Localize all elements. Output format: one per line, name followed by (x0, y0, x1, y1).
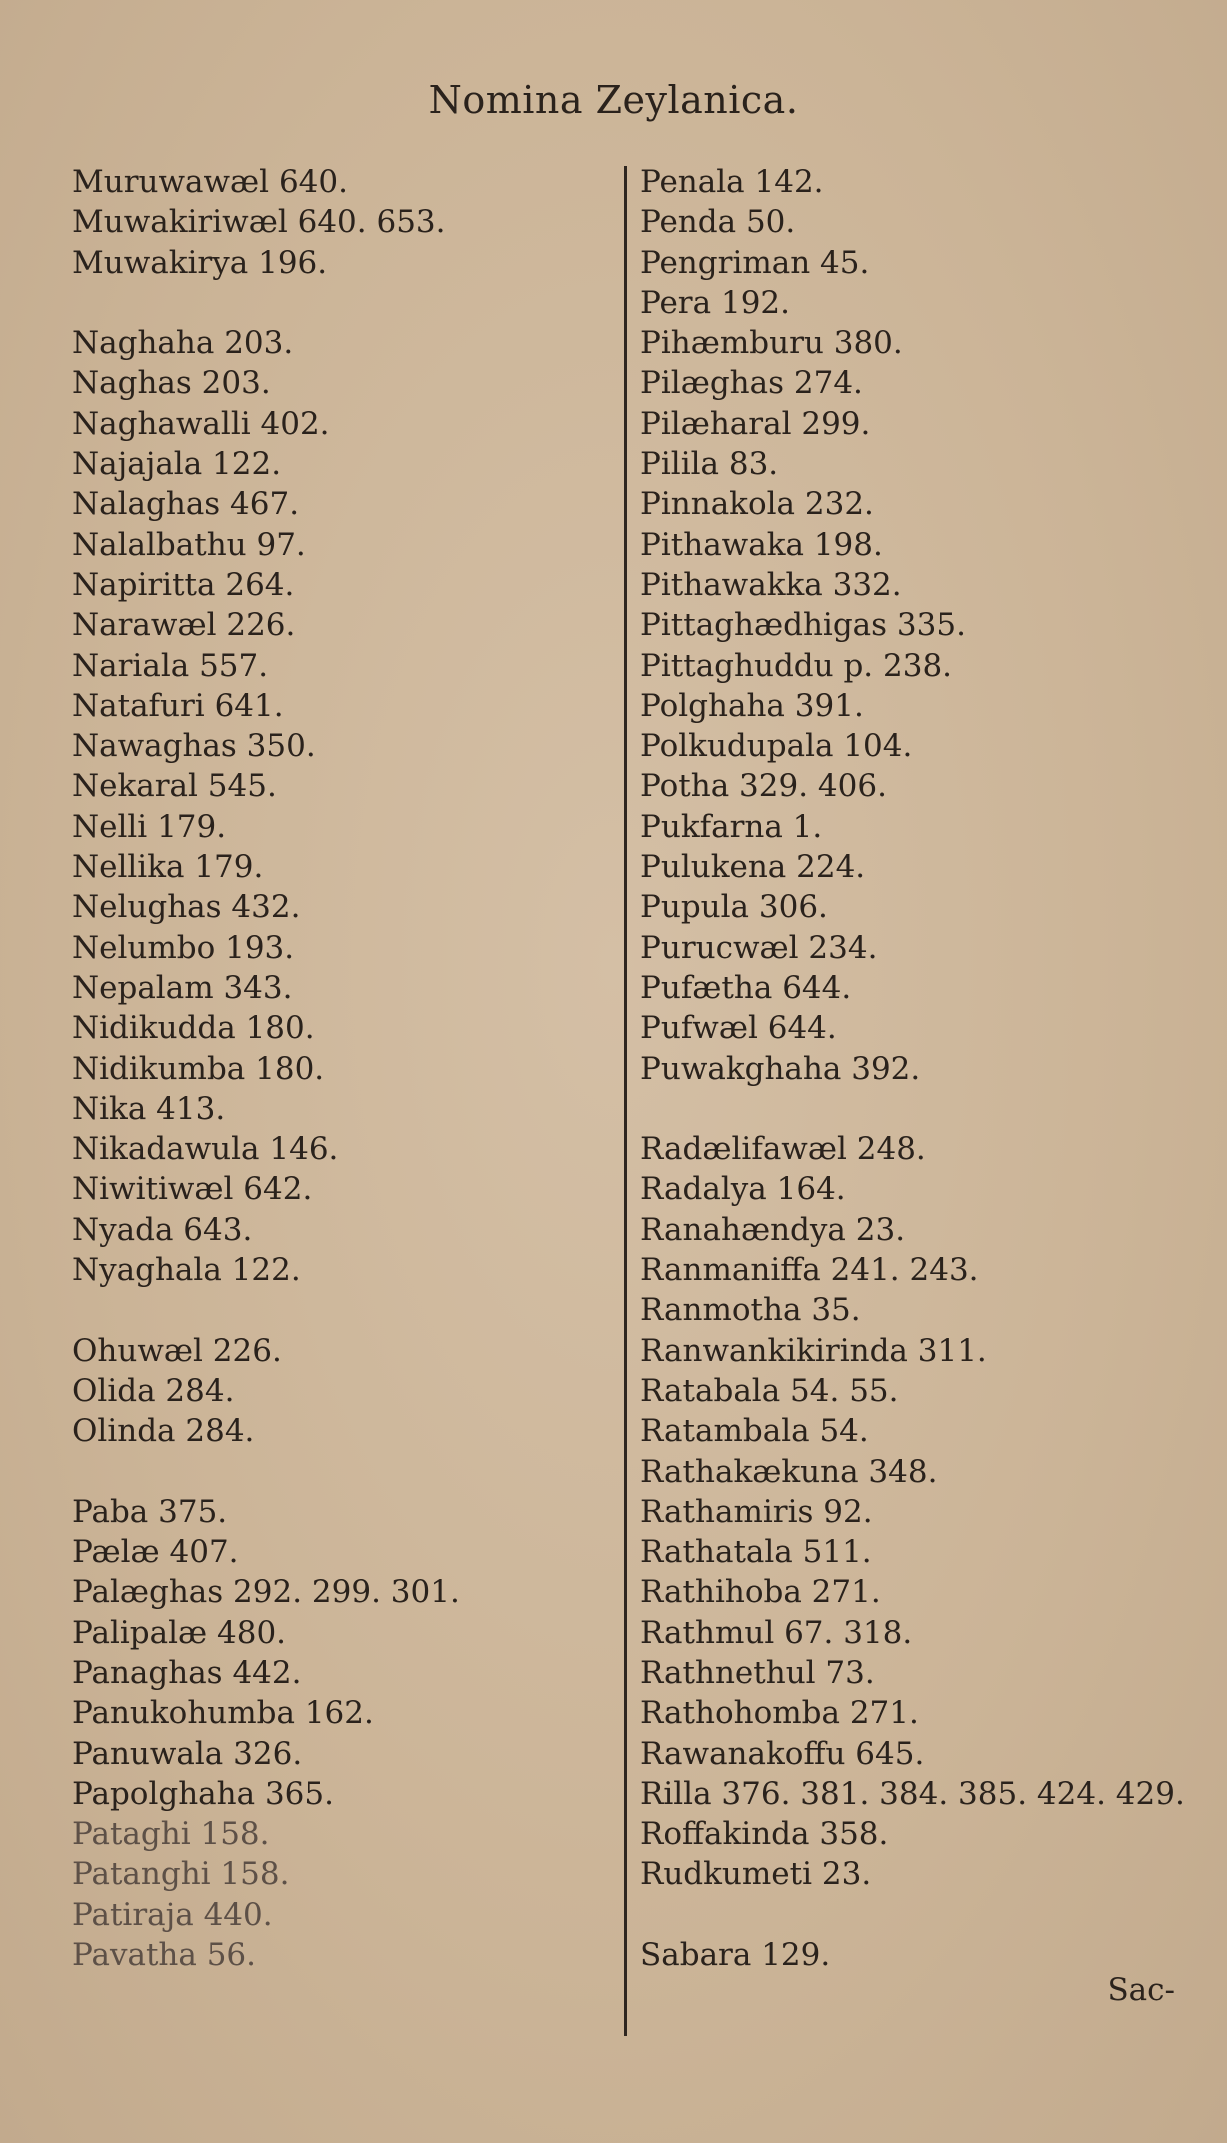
section-gap (72, 283, 592, 323)
index-entry: Pittaghuddu p. 238. (640, 647, 953, 684)
index-entry: Pulukena 224. (640, 849, 866, 886)
index-entry: Pengriman 45. (640, 244, 870, 281)
index-entry: Ranmaniffa 241. 243. (640, 1252, 979, 1289)
index-entry: Nidikumba 180. (72, 1050, 325, 1087)
catchword: Sac- (1107, 1972, 1175, 2008)
index-entry: Puwakghaha 392. (640, 1050, 921, 1087)
index-entry: Polghaha 391. (640, 687, 864, 724)
index-entry: Nyada 643. (72, 1211, 253, 1248)
index-entry: Muruwawæl 640. (72, 164, 348, 200)
index-entry: Olinda 284. (72, 1413, 255, 1450)
index-entry: Panuwala 326. (72, 1735, 303, 1772)
section-gap (72, 1290, 592, 1330)
index-entry: Paba 375. (72, 1493, 228, 1530)
index-entry: Pihæmburu 380. (640, 325, 903, 362)
index-entry: Rathatala 511. (640, 1534, 872, 1571)
section-gap (72, 1452, 592, 1492)
index-entry: Pithawakka 332. (640, 566, 902, 603)
index-entry: Rathnethul 73. (640, 1654, 875, 1691)
index-entry: Pinnakola 232. (640, 486, 874, 523)
index-entry: Nepalam 343. (72, 969, 293, 1006)
index-entry: Pavatha 56. (72, 1937, 257, 1974)
index-entry: Nelumbo 193. (72, 929, 295, 966)
index-entry: Ohuwæl 226. (72, 1332, 282, 1369)
index-entry: Rilla 376. 381. 384. 385. 424. 429. (640, 1775, 1185, 1812)
index-entry: Nekaral 545. (72, 768, 277, 805)
column-divider (624, 166, 627, 2036)
index-entry: Penala 142. (640, 164, 824, 200)
index-entry: Pupula 306. (640, 889, 828, 926)
index-entry: Nawaghas 350. (72, 728, 316, 765)
index-entry: Pilæharal 299. (640, 405, 871, 442)
index-entry: Rathakækuna 348. (640, 1453, 938, 1490)
index-entry: Panukohumba 162. (72, 1695, 374, 1732)
index-entry: Purucwæl 234. (640, 929, 878, 966)
section-gap (640, 1089, 1210, 1129)
index-entry: Narawæl 226. (72, 607, 296, 644)
index-entry: Pittaghædhigas 335. (640, 607, 966, 644)
index-entry: Ranwankikirinda 311. (640, 1332, 987, 1369)
index-entry: Niwitiwæl 642. (72, 1171, 313, 1208)
index-entry: Nelli 179. (72, 808, 227, 845)
index-entry: Rathihoba 271. (640, 1574, 881, 1611)
index-entry: Rudkumeti 23. (640, 1856, 872, 1893)
index-entry: Natafuri 641. (72, 687, 284, 724)
index-entry: Nalaghas 467. (72, 486, 300, 523)
page-title: Nomina Zeylanica. (428, 78, 799, 122)
index-entry: Palæghas 292. 299. 301. (72, 1574, 460, 1611)
index-entry: Najajala 122. (72, 446, 282, 483)
index-entry: Nariala 557. (72, 647, 269, 684)
index-entry: Papolghaha 365. (72, 1775, 334, 1812)
index-entry: Naghas 203. (72, 365, 271, 402)
index-entry: Naghaha 203. (72, 325, 294, 362)
index-entry: Rathmul 67. 318. (640, 1614, 913, 1651)
index-entry: Nyaghala 122. (72, 1252, 301, 1289)
index-entry: Palipalæ 480. (72, 1614, 287, 1651)
index-entry: Sabara 129. (640, 1937, 831, 1974)
index-entry: Radalya 164. (640, 1171, 846, 1208)
index-entry: Pera 192. (640, 284, 790, 321)
index-entry: Ratabala 54. 55. (640, 1372, 899, 1409)
index-entry: Radælifawæl 248. (640, 1131, 926, 1168)
index-entry: Roffakinda 358. (640, 1816, 889, 1853)
index-entry: Pufætha 644. (640, 969, 852, 1006)
index-entry: Napiritta 264. (72, 566, 295, 603)
left-index-column (72, 162, 592, 1975)
index-entry: Nika 413. (72, 1090, 226, 1127)
index-entry: Patiraja 440. (72, 1896, 273, 1933)
index-entry: Olida 284. (72, 1372, 235, 1409)
index-entry: Nalalbathu 97. (72, 526, 306, 563)
index-entry: Nelughas 432. (72, 889, 301, 926)
index-entry: Ranmotha 35. (640, 1292, 861, 1329)
index-entry: Muwakirya 196. (72, 244, 328, 281)
index-entry: Panaghas 442. (72, 1654, 302, 1691)
index-entry: Pithawaka 198. (640, 526, 883, 563)
index-entry: Ratambala 54. (640, 1413, 869, 1450)
index-entry: Ranahændya 23. (640, 1211, 906, 1248)
index-entry: Rathohomba 271. (640, 1695, 919, 1732)
section-gap (640, 1895, 1210, 1935)
index-entry: Pilila 83. (640, 446, 779, 483)
index-entry: Naghawalli 402. (72, 405, 330, 442)
index-entry: Penda 50. (640, 204, 796, 241)
index-entry: Nikadawula 146. (72, 1131, 339, 1168)
index-entry: Nellika 179. (72, 849, 264, 886)
index-entry: Rathamiris 92. (640, 1493, 873, 1530)
right-index-column (640, 162, 1210, 1975)
index-entry: Pilæghas 274. (640, 365, 863, 402)
index-entry: Pukfarna 1. (640, 808, 823, 845)
index-entry: Polkudupala 104. (640, 728, 913, 765)
index-entry: Potha 329. 406. (640, 768, 887, 805)
index-entry: Patanghi 158. (72, 1856, 290, 1893)
index-entry: Pataghi 158. (72, 1816, 270, 1853)
index-entry: Pufwæl 644. (640, 1010, 837, 1047)
index-entry: Muwakiriwæl 640. 653. (72, 204, 446, 241)
index-entry: Pælæ 407. (72, 1534, 239, 1571)
index-entry: Rawanakoffu 645. (640, 1735, 925, 1772)
index-entry: Nidikudda 180. (72, 1010, 315, 1047)
